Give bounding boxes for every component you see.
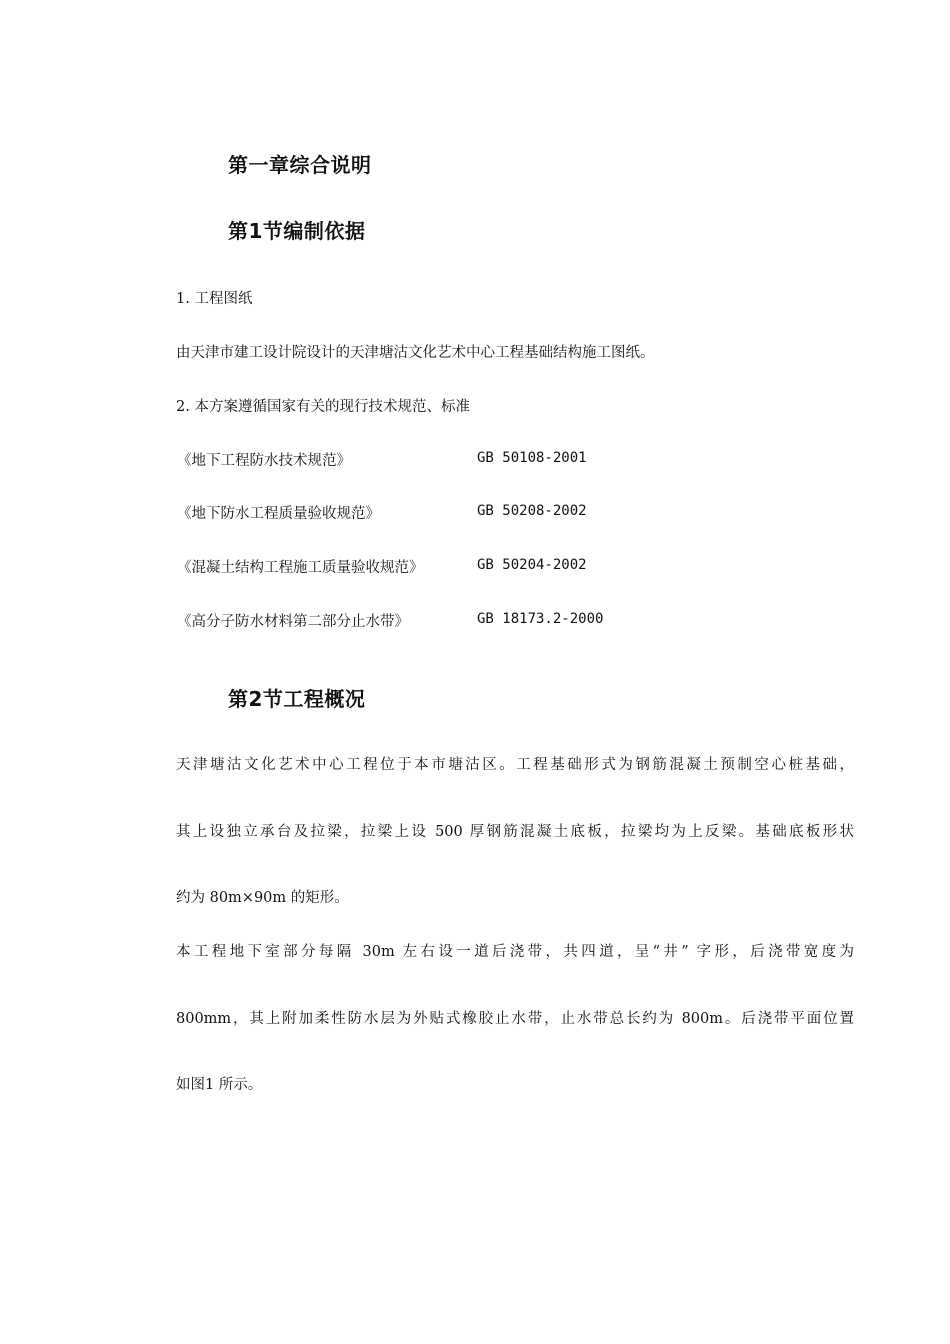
paragraph-line: 约为 80m×90m 的矩形。 xyxy=(176,890,349,906)
chapter-title: 第一章综合说明 xyxy=(228,153,372,177)
paragraph-line: 其上设独立承台及拉梁，拉梁上设 500 厚钢筋混凝土底板，拉梁均为上反梁。基础底板形状 xyxy=(176,824,854,840)
paragraph-line: 本工程地下室部分每隔 30m 左右设一道后浇带，共四道，呈“井” 字形，后浇带宽度为 xyxy=(176,944,854,960)
paragraph-line: 天津塘沽文化艺术中心工程位于本市塘沽区。工程基础形式为钢筋混凝土预制空心桩基础， xyxy=(176,757,854,773)
item-1-heading: 1. 工程图纸 xyxy=(176,291,253,307)
section-1-title: 第1节编制依据 xyxy=(228,219,366,243)
standard-code: GB 50108-2001 xyxy=(477,450,587,466)
standard-code: GB 18173.2-2000 xyxy=(477,611,604,627)
standard-name: 《地下工程防水技术规范》 xyxy=(177,453,351,469)
paragraph-line: 如图1 所示。 xyxy=(176,1077,263,1093)
paragraph-line: 800mm，其上附加柔性防水层为外贴式橡胶止水带，止水带总长约为 800m。后浇带平面位置 xyxy=(176,1011,854,1027)
item-2-heading: 2. 本方案遵循国家有关的现行技术规范、标准 xyxy=(176,399,470,415)
standard-code: GB 50208-2002 xyxy=(477,503,587,519)
standard-name: 《高分子防水材料第二部分止水带》 xyxy=(177,614,409,630)
standard-name: 《混凝土结构工程施工质量验收规范》 xyxy=(177,560,424,576)
item-1-body: 由天津市建工设计院设计的天津塘沽文化艺术中心工程基础结构施工图纸。 xyxy=(176,345,655,361)
standard-code: GB 50204-2002 xyxy=(477,557,587,573)
standard-name: 《地下防水工程质量验收规范》 xyxy=(177,506,380,522)
section-2-title: 第2节工程概况 xyxy=(228,687,366,711)
